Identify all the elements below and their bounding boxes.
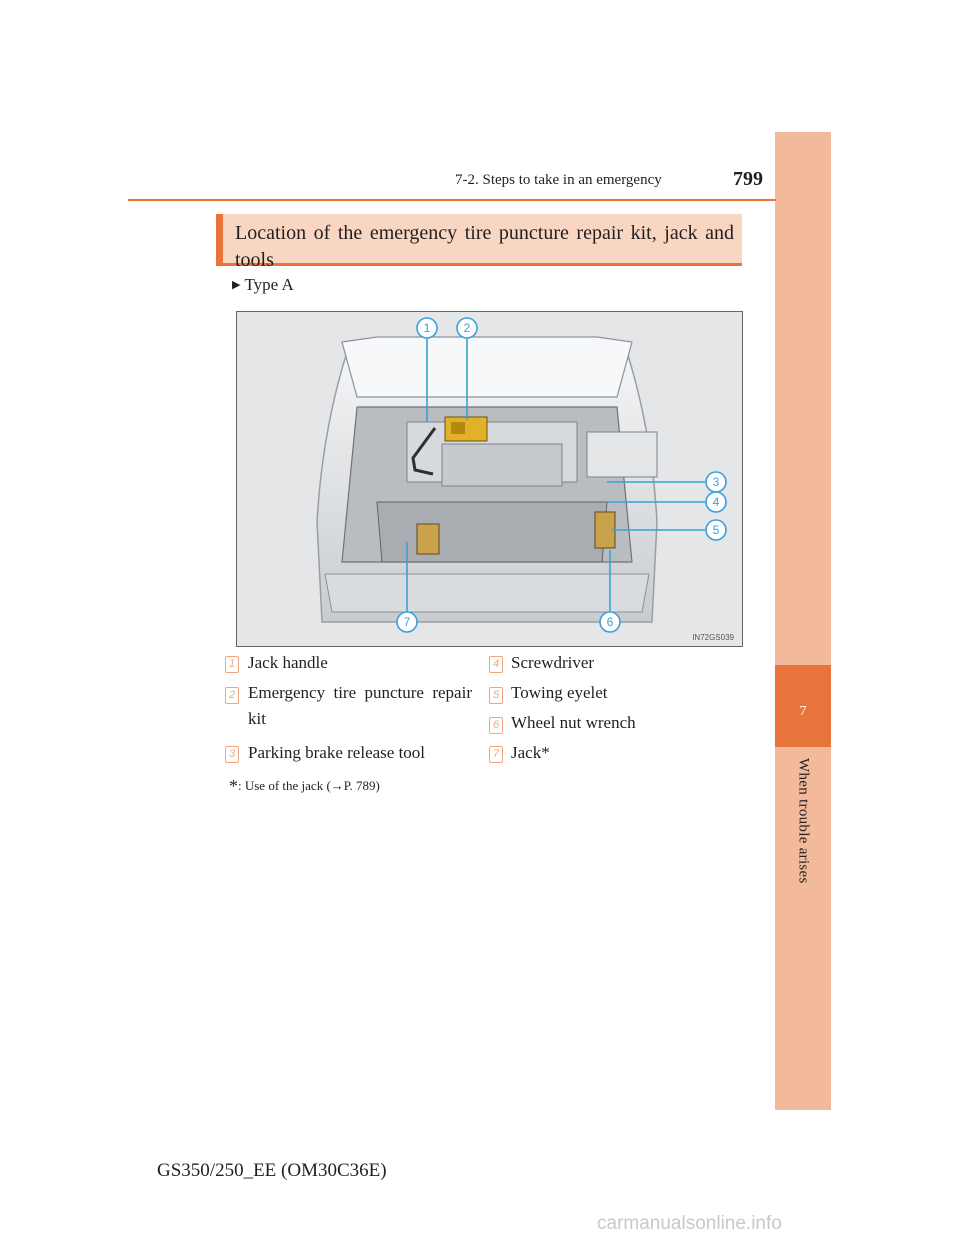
callout-2: 2 — [463, 321, 471, 335]
legend-number-3: 3 — [225, 746, 239, 763]
type-label-text: Type A — [244, 275, 294, 294]
running-head: 7-2. Steps to take in an emergency — [455, 172, 662, 188]
manual-model-id: GS350/250_EE (OM30C36E) — [157, 1160, 387, 1181]
legend-label-4: Screwdriver — [511, 653, 595, 672]
callout-5: 5 — [712, 523, 720, 537]
legend-number-1: 1 — [225, 656, 239, 673]
callout-4: 4 — [712, 495, 720, 509]
legend-label-6: Wheel nut wrench — [511, 713, 636, 732]
figure-code: IN72GS039 — [692, 633, 734, 642]
legend-label-7: Jack* — [511, 743, 550, 762]
legend-label-2: Emergency tire puncture repair kit — [248, 683, 472, 728]
legend-label-1: Jack handle — [248, 653, 328, 672]
footnote — [229, 774, 380, 795]
callout-1: 1 — [423, 321, 431, 335]
chapter-side-tab — [775, 132, 831, 1110]
callout-7: 7 — [403, 615, 411, 629]
trunk-illustration — [236, 311, 743, 647]
legend-number-7: 7 — [489, 746, 503, 763]
legend-number-6: 6 — [489, 717, 503, 734]
callout-3: 3 — [712, 475, 720, 489]
section-heading: Location of the emergency tire puncture repair kit, jack and tools — [216, 214, 742, 266]
legend-number-4: 4 — [489, 656, 503, 673]
header-rule — [128, 199, 776, 201]
type-label — [232, 275, 294, 295]
legend-label-3: Parking brake release tool — [248, 743, 426, 762]
footnote-text: : Use of the jack (→P. 789) — [238, 778, 380, 793]
chapter-title: When trouble arises — [795, 758, 812, 884]
trunk-drawing — [237, 312, 742, 646]
chapter-number: 7 — [799, 704, 807, 719]
callout-6: 6 — [606, 615, 614, 629]
footnote-star: * — [229, 776, 238, 796]
legend-number-5: 5 — [489, 687, 503, 704]
watermark: carmanualsonline.info — [597, 1213, 782, 1234]
page-number: 799 — [733, 168, 763, 190]
triangle-bullet-icon: ▶ — [232, 279, 241, 291]
legend-number-2: 2 — [225, 687, 239, 704]
legend-label-5: Towing eyelet — [511, 683, 608, 702]
